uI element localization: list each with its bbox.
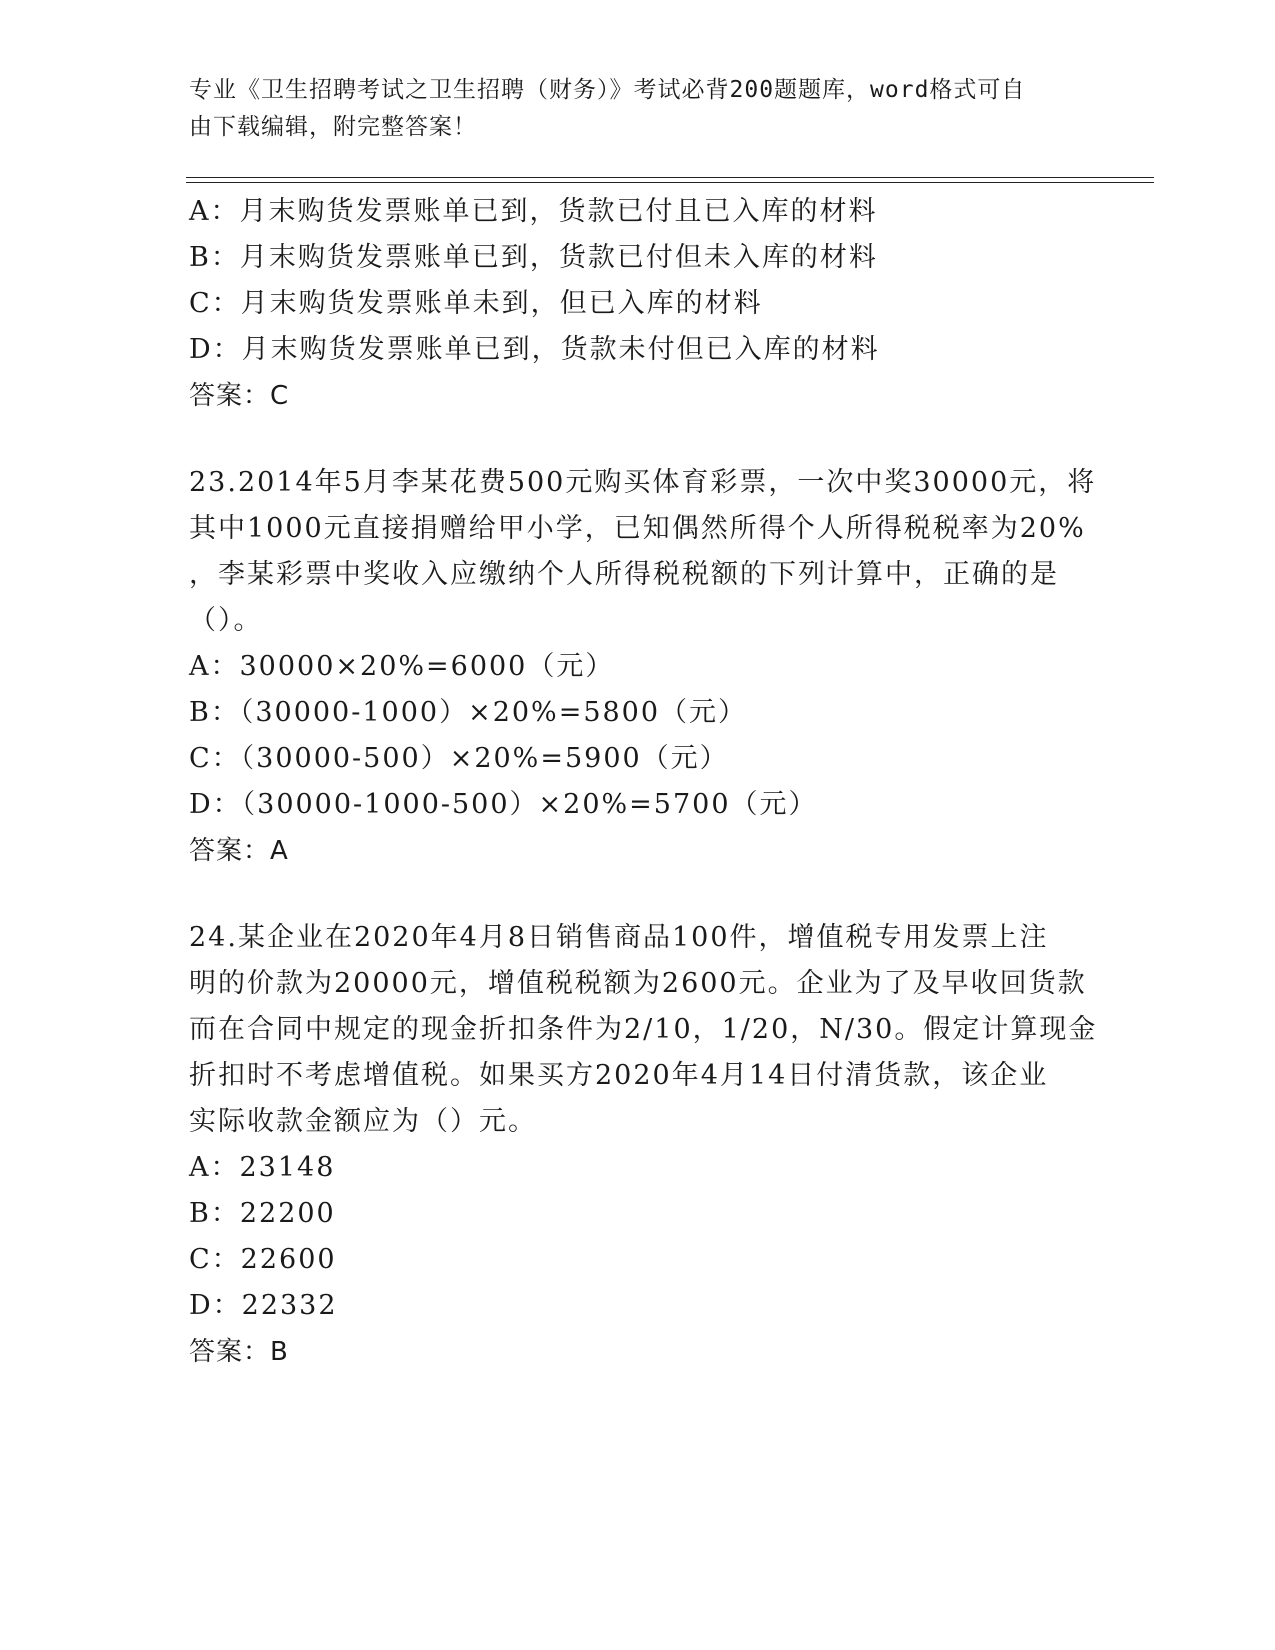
option-a: A：月末购货发票账单已到，货款已付且已入库的材料 [189,196,878,227]
option-b: B：月末购货发票账单已到，货款已付但未入库的材料 [189,242,878,273]
question-stem-line: 而在合同中规定的现金折扣条件为2/10，1/20，N/30。假定计算现金 [189,1014,1098,1045]
spacer [189,874,1089,915]
question-stem-line: ，李某彩票中奖收入应缴纳个人所得税税额的下列计算中，正确的是 [189,559,1059,590]
question-23 [189,460,1097,874]
answer: 答案：B [189,1337,289,1367]
document-header [189,72,1089,146]
document-body [189,189,1098,1375]
header-line-2: 由下载编辑，附完整答案！ [189,114,477,140]
question-stem-line: （）。 [189,605,263,636]
question-stem-line: 24.某企业在2020年4月8日销售商品100件，增值税专用发票上注 [189,922,1049,953]
question-stem-line: 实际收款金额应为（）元。 [189,1106,537,1137]
header-line-1: 专业《卫生招聘考试之卫生招聘（财务）》考试必背200题题库，word格式可自 [189,77,1026,103]
option-d: D：（30000-1000-500）×20%=5700（元） [189,789,818,820]
question-22 [189,189,1089,419]
answer: 答案：A [189,836,289,866]
question-24 [189,915,1098,1375]
question-stem-line: 23.2014年5月李某花费500元购买体育彩票，一次中奖30000元，将 [189,467,1097,498]
option-d: D：22332 [189,1290,338,1321]
option-a: A：30000×20%=6000（元） [189,651,615,682]
header-divider-bottom [186,182,1154,183]
option-b: B：（30000-1000）×20%=5800（元） [189,697,748,728]
question-stem-line: 其中1000元直接捐赠给甲小学，已知偶然所得个人所得税税率为20% [189,513,1086,544]
question-stem-line: 折扣时不考虑增值税。如果买方2020年4月14日付清货款，该企业 [189,1060,1049,1091]
spacer [189,419,1089,460]
option-c: C：（30000-500）×20%=5900（元） [189,743,729,774]
question-stem-line: 明的价款为20000元，增值税税额为2600元。企业为了及早收回货款 [189,968,1087,999]
option-b: B：22200 [189,1198,336,1229]
option-a: A：23148 [189,1152,336,1183]
header-divider-top [186,177,1154,178]
option-c: C：月末购货发票账单未到，但已入库的材料 [189,288,763,319]
option-d: D：月末购货发票账单已到，货款未付但已入库的材料 [189,334,880,365]
answer: 答案：C [189,381,290,411]
option-c: C：22600 [189,1244,337,1275]
